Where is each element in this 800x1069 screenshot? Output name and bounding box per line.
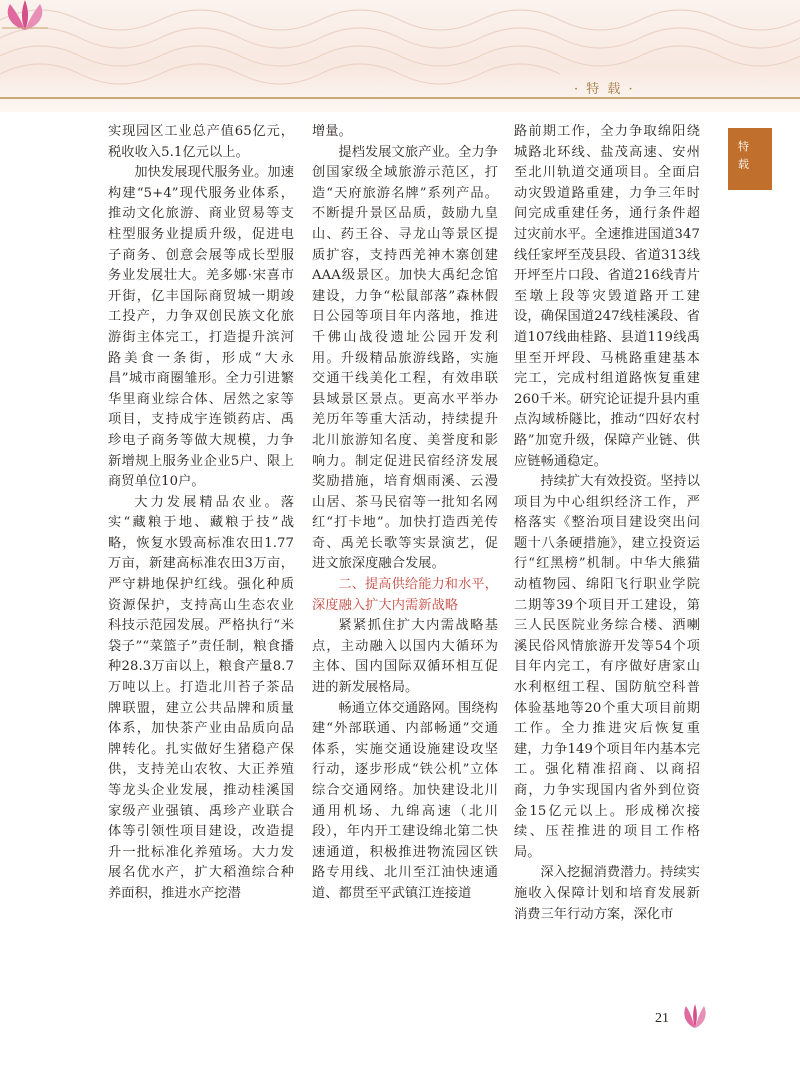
paragraph: 紧紧抓住扩大内需战略基点，主动融入以国内大循环为主体、国内国际双循环相互促进的新发展格局。	[312, 618, 498, 696]
paragraph: 大力发展精品农业。落实“藏粮于地、藏粮于技”战略，恢复水毁高标准农田1.77万亩，新建高标准农田3万亩，严守耕地保护红线。强化种质资源保护，支持高山生态农业科技示范园发展。严格执行“米袋子”“菜篮子”责任制，粮食播种28.3万亩以上，粮食产量8.7万吨以上。打造北川苔子茶品牌联盟，建立公共品牌和质量体系，加快茶产业由品质向品牌转化。扎实做好生猪稳产保供，支持羌山农牧、大正养殖等龙头企业发展，推动桂溪国家级产业强镇、禹珍产业联合体等引领性项目建设，改造提升一批标准化养殖场。大力发展名优水产，扩大稻渔综合种养面积，推进水产挖潜	[108, 494, 294, 901]
side-tab-char-2: 载	[738, 158, 749, 171]
paragraph: 实现园区工业总产值65亿元，税收收入5.1亿元以上。	[108, 124, 294, 160]
section-side-tab	[728, 128, 772, 190]
paragraph: 路前期工作，全力争取绵阳绕城路北环线、盐茂高速、安州至北川轨道交通项目。全面启动灾毁道路重建，力争三年时间完成重建任务，通行条件超过灾前水平。全速推进国道347线任家坪至茂县段、省道313线开坪至片口段、省道216线青片至墩上段等灾毁道路开工建设，确保国道247线桂溪段、省道107线曲桂路、县道119线禹里至开坪段、马桃路重建基本完工，完成村组道路恢复重建260千米。研究论证提升县内重点沟域桥隧比，推动“四好农村路”加宽升级，保障产业链、供应链畅通稳定。	[514, 124, 700, 469]
side-tab-char-1: 特	[738, 140, 749, 153]
paragraph: 持续扩大有效投资。坚持以项目为中心组织经济工作，严格落实《整治项目建设突出问题十八条硬措施》，建立投资运行“红黑榜”机制。中华大熊猫动植物园、绵阳飞行职业学院二期等39个项目开工建设，第三人民医院业务综合楼、洒喇溪民俗风情旅游开发等54个项目年内完工，有序做好唐家山水利枢纽工程、国防航空科普体验基地等20个重大项目前期工作。全力推进灾后恢复重建，力争149个项目年内基本完工。强化精准招商、以商招商，力争实现国内省外到位资金15亿元以上。形成梯次接续、压茬推进的项目工作格局。	[514, 474, 700, 860]
lotus-icon	[0, 0, 50, 32]
header-gold-rule	[0, 97, 800, 99]
section-heading: 二、提高供给能力和水平，深度融入扩大内需新战略	[312, 577, 498, 613]
section-label: · 特 载 ·	[574, 82, 635, 97]
paragraph: 深入挖掘消费潜力。持续实施收入保障计划和培育发展新消费三年行动方案，深化市	[514, 865, 700, 922]
page-header-band	[0, 0, 800, 112]
paragraph: 提档发展文旅产业。全力争创国家级全域旅游示范区，打造“天府旅游名牌”系列产品。不断提升景区品质，鼓励九皇山、药王谷、寻龙山等景区提质扩容，支持西羌神木寨创建AAA级景区。加快大禹纪念馆建设，力争“松鼠部落”森林假日公园等项目年内落地，推进千佛山战役遗址公园开发利用。升级精品旅游线路，实施交通干线美化工程，有效串联县域景区景点。更高水平举办羌历年等重大活动，持续提升北川旅游知名度、美誉度和影响力。制定促进民宿经济发展奖励措施，培育烟雨溪、云漫山居、茶马民宿等一批知名网红“打卡地”。加快打造西羌传奇、禹羌长歌等实景演艺，促进文旅深度融合发展。	[312, 144, 498, 572]
page-number: 21	[655, 1011, 669, 1026]
text-column-3	[514, 122, 700, 925]
paragraph: 畅通立体交通路网。围绕构建“外部联通、内部畅通”交通体系，实施交通设施建设攻坚行动，逐步形成“铁公机”立体综合交通网络。加快建设北川通用机场、九绵高速（北川段），年内开工建设绵北第二快速通道，积极推进物流园区铁路专用线、北川至江油快速通道、都贯至平武镇江连接道	[312, 700, 498, 901]
text-column-1	[108, 122, 294, 905]
text-column-2	[312, 122, 498, 905]
paragraph: 加快发展现代服务业。加速构建“5+4”现代服务业体系，推动文化旅游、商业贸易等支柱型服务业提质升级，促进电子商务、创意会展等成长型服务业发展壮大。羌多娜·宋喜市开街，亿丰国际商贸城一期竣工投产，力争双创民族文化旅游街主体完工，打造提升滨河路美食一条街，形成“大永昌”城市商圈雏形。全力引进繁华里商业综合体、居然之家等项目，支持成宇连锁药店、禹珍电子商务等做大规模，力争新增规上服务业企业5户、限上商贸单位10户。	[108, 165, 294, 490]
paragraph: 增量。	[312, 124, 352, 139]
wave-pattern-decoration	[0, 0, 800, 112]
lotus-icon	[680, 1002, 710, 1030]
